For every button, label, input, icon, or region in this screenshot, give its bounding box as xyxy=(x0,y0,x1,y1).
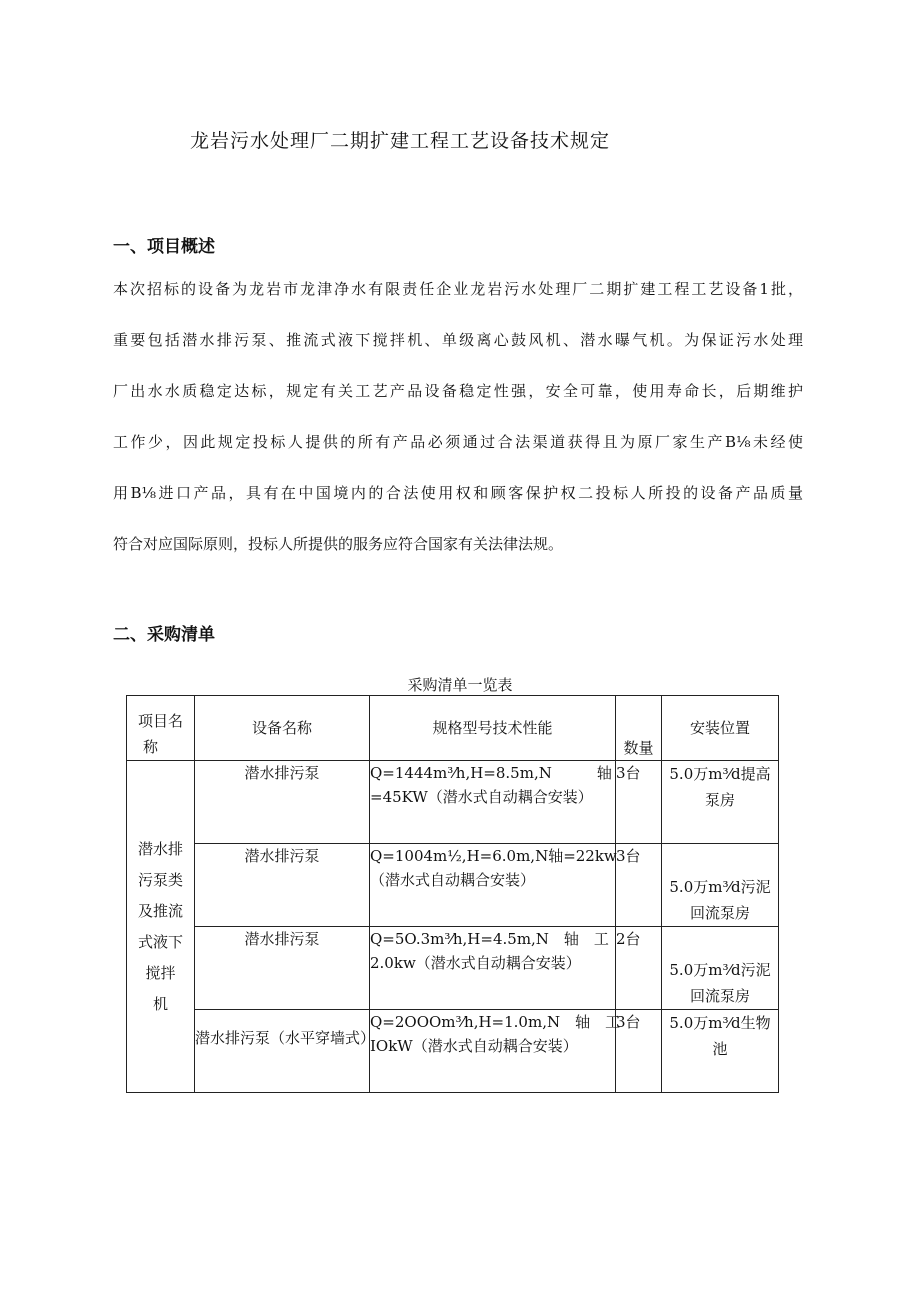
overview-paragraph xyxy=(113,264,803,570)
location-cell: 5.0万m³⁄d生物池 xyxy=(662,1010,779,1093)
spec-cell xyxy=(370,844,616,927)
header-location: 安装位置 xyxy=(662,696,779,761)
category-line: 及推流 xyxy=(137,901,183,920)
spec-cell xyxy=(370,1010,621,1093)
location-cell: 5.0万m³⁄d污泥回流泵房 xyxy=(662,927,779,1010)
spec-line: Q=1004m½,H=6.0m,N轴=22kw xyxy=(370,847,617,865)
table-header-row xyxy=(127,696,779,761)
paragraph-line: 厂出水水质稳定达标，规定有关工艺产品设备稳定性强，安全可靠，使用寿命长，后期维护 xyxy=(113,382,803,400)
header-item-name-line: 称 xyxy=(143,738,159,756)
paragraph-line: 重要包括潜水排污泵、推流式液下搅拌机、单级离心鼓风机、潜水曝气机。为保证污水处理 xyxy=(113,331,803,349)
device-name-cell: 潜水排污泵 xyxy=(195,844,370,927)
paragraph-line: 工作少，因此规定投标人提供的所有产品必须通过合法渠道获得且为原厂家生产B⅛未经使 xyxy=(113,433,803,451)
category-cell xyxy=(127,761,195,1093)
category-line: 式液下 xyxy=(137,932,183,951)
quantity-cell: 2台 xyxy=(616,927,662,1010)
table-caption: 采购清单一览表 xyxy=(407,676,513,694)
device-name-cell: 潜水排污泵 xyxy=(195,761,370,844)
procurement-table xyxy=(126,695,779,1093)
header-item-name-line: 项目名 xyxy=(137,712,183,730)
spec-line: 2.0kw（潜水式自动耦合安装） xyxy=(370,954,581,972)
table-row xyxy=(127,761,779,844)
category-line: 机 xyxy=(152,994,168,1013)
spec-cell xyxy=(370,761,616,844)
category-line: 污泵类 xyxy=(137,870,183,889)
table-row xyxy=(127,844,779,927)
spec-line: Q=5O.3m³⁄h,H=4.5m,N 轴 工 xyxy=(370,930,609,948)
quantity-cell: 3台 xyxy=(616,1010,662,1093)
header-quantity: 数量 xyxy=(616,696,662,761)
spec-cell xyxy=(370,927,616,1010)
spec-line: （潜水式自动耦合安装） xyxy=(370,871,536,889)
section-heading-procurement: 二、采购清单 xyxy=(113,625,215,645)
paragraph-line: 用B⅛进口产品，具有在中国境内的合法使用权和顾客保护权二投标人所投的设备产品质量 xyxy=(113,484,803,502)
table-row xyxy=(127,1010,779,1093)
device-name-cell: 潜水排污泵 xyxy=(195,927,370,1010)
device-name-cell: 潜水排污泵（水平穿墙式） xyxy=(195,1010,370,1093)
section-heading-overview: 一、项目概述 xyxy=(113,237,215,257)
document-title: 龙岩污水处理厂二期扩建工程工艺设备技术规定 xyxy=(190,130,611,152)
category-line: 搅拌 xyxy=(145,963,176,982)
spec-line: Q=2OOOm³⁄h,H=1.0m,N 轴 工 xyxy=(370,1013,621,1031)
spec-line: IOkW（潜水式自动耦合安装） xyxy=(370,1037,578,1055)
location-cell: 5.0万m³⁄d污泥回流泵房 xyxy=(662,844,779,927)
header-item-name xyxy=(127,696,195,761)
spec-line: =45KW（潜水式自动耦合安装） xyxy=(370,788,593,806)
header-device-name: 设备名称 xyxy=(195,696,370,761)
paragraph-line: 符合对应国际原则，投标人所提供的服务应符合国家有关法律法规。 xyxy=(113,535,564,553)
header-spec: 规格型号技术性能 xyxy=(370,696,616,761)
quantity-cell: 3台 xyxy=(616,761,662,844)
table-row xyxy=(127,927,779,1010)
location-cell: 5.0万m³⁄d提高泵房 xyxy=(662,761,779,844)
category-line: 潜水排 xyxy=(137,839,183,858)
quantity-cell: 3台 xyxy=(616,844,662,927)
spec-line: Q=1444m³⁄h,H=8.5m,N 轴 xyxy=(370,764,612,782)
paragraph-line: 本次招标的设备为龙岩市龙津净水有限责任企业龙岩污水处理厂二期扩建工程工艺设备1批， xyxy=(113,280,803,298)
